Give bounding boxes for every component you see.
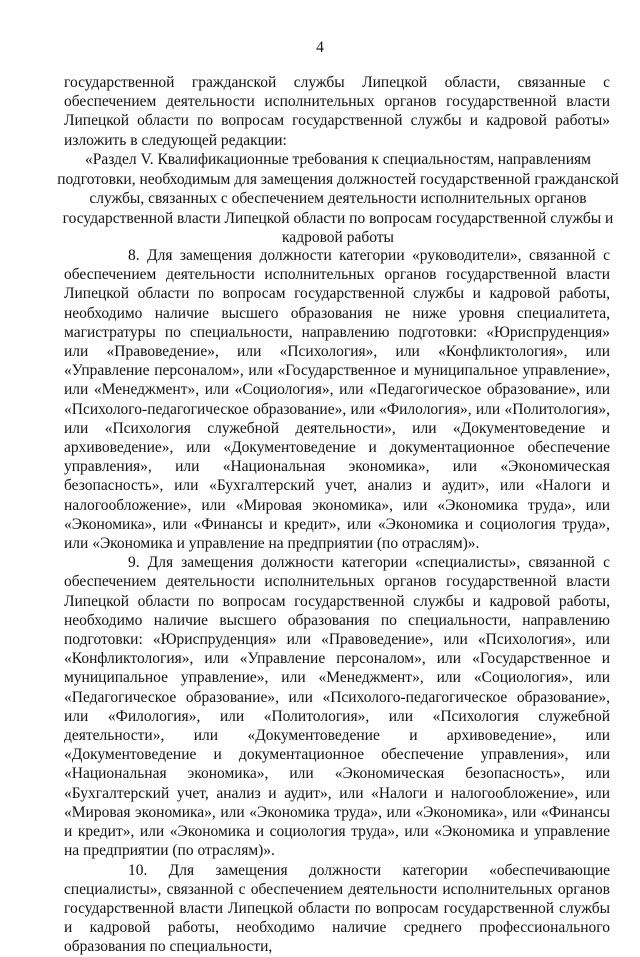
body-text (64, 246, 610, 957)
paragraph-10: 10. Для замещения должности категории «обеспечивающие специалисты», связанной с обеспечением деятельности исполнительных органов государственной власти Липецкой области по вопросам государственной службы и кадровой работы, необходимо наличие среднего профессионального образования по специальности, (64, 861, 610, 956)
paragraph-8: 8. Для замещения должности категории «руководители», связанной с обеспечением деятельности исполнительных органов государственной власти Липецкой области по вопросам государственной службы и кадровой работы, необходимо наличие высшего образования не ниже уровня специалитета, магистратуры по специальности, направлению подготовки: «Юриспруденция» или «Правоведение», или «Психология», или «Конфликтология», или «Управление персоналом», или «Государственное и муниципальное управление», или «Менеджмент», или «Социология», или «Педагогическое образование», или «Психолого-педагогическое образование», или «Филология», или «Политология», или «Психология служебной деятельности», или «Документоведение и архивоведение», или «Документоведение и документационное обеспечение управления», или «Национальная экономика», или «Экономическая безопасность», или «Бухгалтерский учет, анализ и аудит», или «Налоги и налогообложение», или «Мировая экономика», или «Экономика труда», или «Экономика», или «Финансы и кредит», или «Экономика и социология труда», или «Экономика и управление на предприятии (по отраслям)». (64, 247, 610, 553)
page-number: 4 (316, 39, 324, 56)
paragraph-9: 9. Для замещения должности категории «специалисты», связанной с обеспечением деятельности исполнительных органов государственной власти Липецкой области по вопросам государственной службы и кадровой работы, необходимо наличие высшего образования по специальности, направлению подготовки: «Юриспруденция» или «Правоведение», или «Психология», или «Конфликтология», или «Управление персоналом», или «Государственное и муниципальное управление», или «Менеджмент», или «Социология», или «Педагогическое образование», или «Психолого-педагогическое образование», или «Филология», или «Политология», или «Психология служебной деятельности», или «Документоведение и архивоведение», или «Документоведение и документационное обеспечение управления», или «Национальная экономика», или «Экономическая безопасность», или «Бухгалтерский учет, анализ и аудит», или «Налоги и налогообложение», или «Мировая экономика», или «Экономика труда», или «Экономика», или «Финансы и кредит», или «Экономика и социология труда», или «Экономика и управление на предприятии (по отраслям)». (64, 554, 610, 860)
section-heading: «Раздел V. Квалификационные требования к специальностям, направлениям подготовки, необходимым для замещения должностей государственной гражданской службы, связанных с обеспечением деятельности исполнительных органов государственной власти Липецкой области по вопросам государственной службы и кадровой работы (57, 151, 619, 246)
intro-paragraph: государственной гражданской службы Липецкой области, связанные с обеспечением деятельности исполнительных органов государственной власти Липецкой области по вопросам государственной службы и кадровой работы» изложить в следующей редакции: (64, 74, 610, 149)
